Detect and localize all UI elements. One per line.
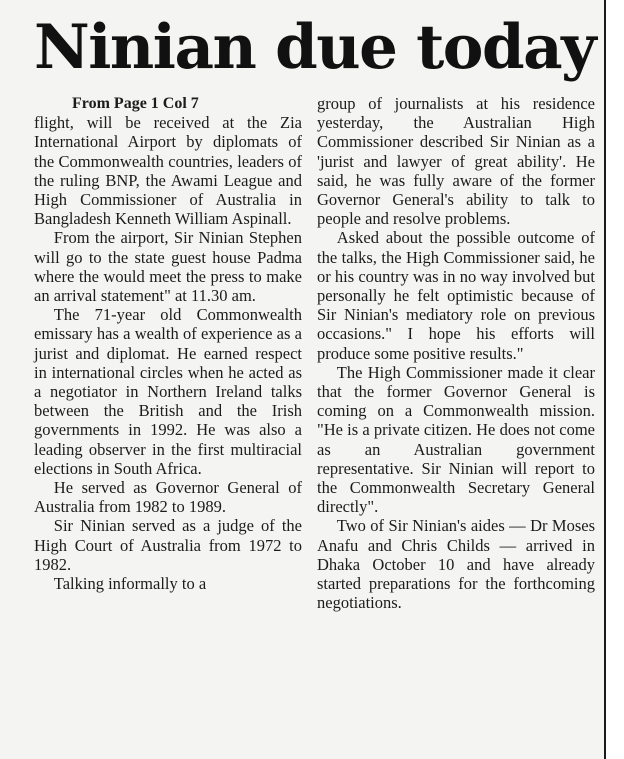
paragraph: group of journalists at his residence yesterday, the Australian High Commissioner described Sir Ninian as a 'jurist and lawyer of great ability'. He said, he was fully aware of the former Governor General's ability to talk to people and resolve problems.: [317, 94, 595, 229]
jump-line: From Page 1 Col 7: [72, 95, 199, 112]
paragraph: Asked about the possible outcome of the talks, the High Commissioner said, he or his country was in no way involved but personally he felt optimistic because of Sir Ninian's mediatory role on previous occasions." I hope his efforts will produce some positive results.": [317, 228, 595, 363]
article-column-left: [34, 94, 302, 593]
paragraph: The High Commissioner made it clear that the former Governor General is coming on a Commonwealth mission. "He is a private citizen. He does not come as an Australian government representative. Sir Ninian will report to the Commonwealth Secretary General directly".: [317, 362, 595, 517]
paragraph: He served as Governor General of Australia from 1982 to 1989.: [34, 478, 302, 517]
article-column-right: [317, 94, 595, 612]
paragraph: flight, will be received at the Zia International Airport by diplomats of the Commonwealth countries, leaders of the ruling BNP, the Awami League and High Commissioner of Australia in Bangladesh Kenneth William Aspinall.: [34, 113, 302, 229]
paragraph: Talking informally to a: [53, 574, 207, 594]
paragraph: The 71-year old Commonwealth emissary has a wealth of experience as a jurist and diplomat. He earned respect in international circles when he acted as a negotiator in Northern Ireland talks between the British and the Irish governments in 1992. He was also a leading observer in the first multiracial elections in South Africa.: [34, 305, 302, 478]
paragraph: From the airport, Sir Ninian Stephen will go to the state guest house Padma where the would meet the press to make an arrival statement" at 11.30 am.: [34, 228, 302, 306]
page-margin: [606, 0, 624, 759]
paragraph: Two of Sir Ninian's aides — Dr Moses Anafu and Chris Childs — arrived in Dhaka October 10 and have already started preparations for the forthcoming negotiations.: [317, 516, 595, 613]
paragraph: Sir Ninian served as a judge of the High Court of Australia from 1972 to 1982.: [34, 516, 302, 574]
headline: Ninian due today: [34, 12, 596, 83]
